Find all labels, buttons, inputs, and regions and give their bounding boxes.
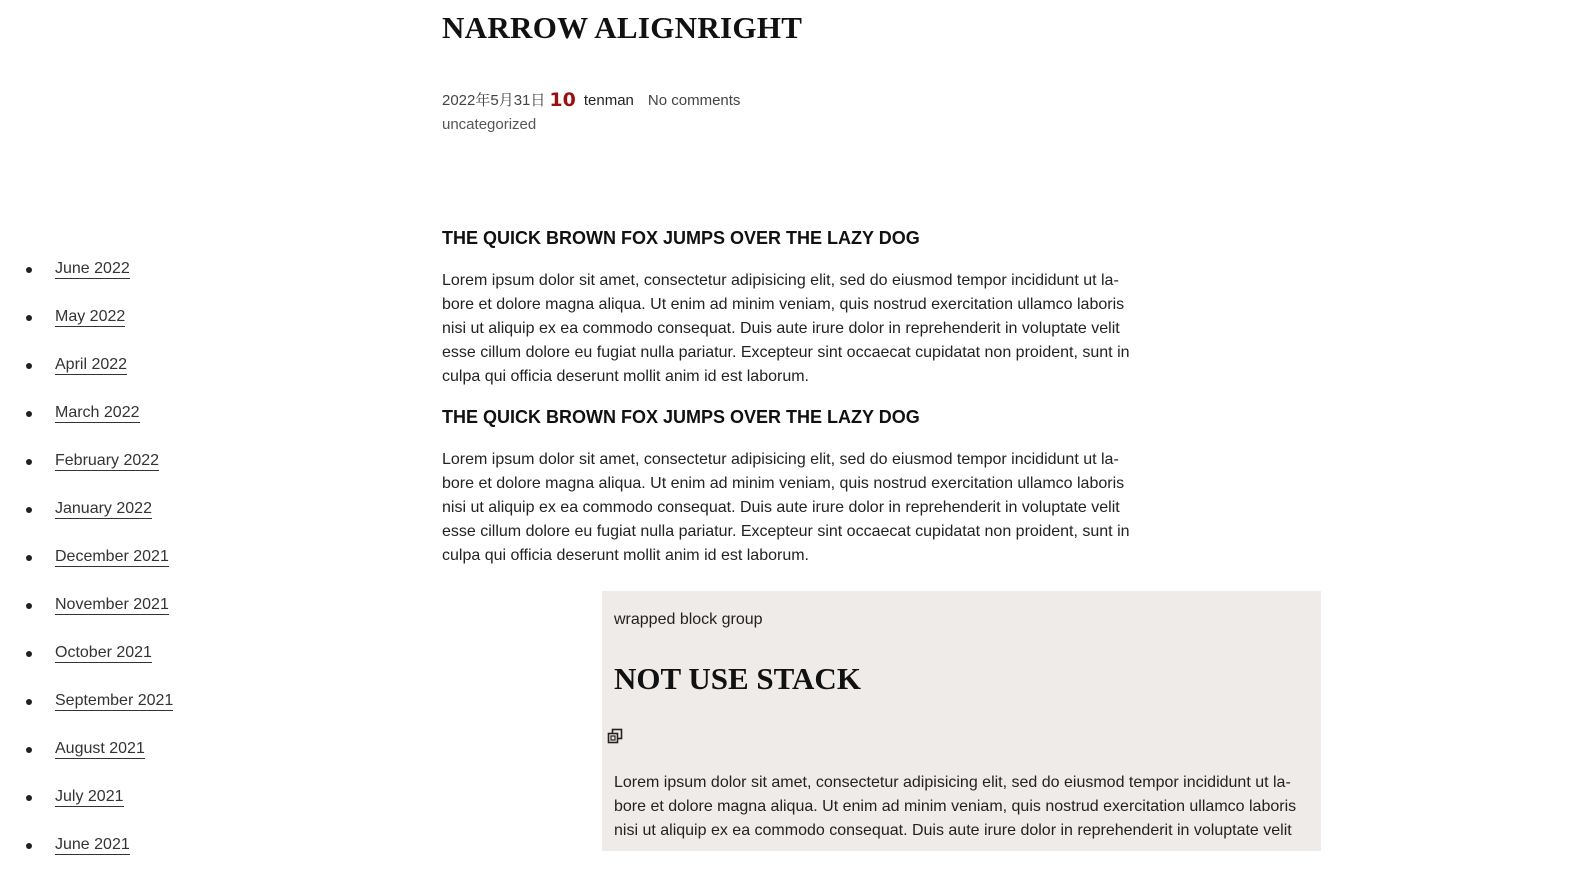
copy-icon[interactable] [606, 727, 624, 745]
section-heading: THE QUICK BROWN FOX JUMPS OVER THE LAZY DOG [442, 228, 920, 248]
archive-item [0, 544, 173, 592]
archive-item [0, 304, 173, 352]
group-title: NOT USE STACK [614, 661, 861, 696]
archive-item [0, 592, 173, 640]
archive-link-march-2022[interactable]: March 2022 [55, 404, 140, 421]
archive-list [0, 256, 173, 880]
bullet-icon [26, 315, 32, 321]
archive-link-january-2022[interactable]: January 2022 [55, 500, 152, 517]
bullet-icon [26, 507, 32, 513]
archive-item [0, 688, 173, 736]
archive-link-december-2021[interactable]: December 2021 [55, 548, 169, 565]
bullet-icon [26, 651, 32, 657]
bullet-icon [26, 267, 32, 273]
archive-link-october-2021[interactable]: October 2021 [55, 644, 152, 661]
post-title: NARROW ALIGNRIGHT [442, 10, 803, 45]
day-badge: 10 [549, 89, 576, 111]
archive-link-september-2021[interactable]: September 2021 [55, 692, 174, 709]
bullet-icon [26, 363, 32, 369]
archive-item [0, 736, 173, 784]
archive-link-june-2021[interactable]: June 2021 [55, 836, 130, 853]
bullet-icon [26, 747, 32, 753]
archive-item [0, 256, 173, 304]
bullet-icon [26, 459, 32, 465]
bullet-icon [26, 411, 32, 417]
group-paragraph: Lorem ipsum dolor sit amet, consectetur adipisicing elit, sed do eiusmod tempor incididunt ut la- bore et dolore magna aliqua. Ut enim ad minim veniam, quis nostrud exercitation ullamco laboris nisi ut aliquip ex ea commodo consequat. Duis aute irure dolor in reprehenderit in voluptate velit [614, 774, 1297, 839]
comments-link[interactable]: No comments [647, 92, 741, 109]
section-paragraph: Lorem ipsum dolor sit amet, consectetur adipisicing elit, sed do eiusmod tempor incididunt ut la- bore et dolore magna aliqua. Ut enim ad minim veniam, quis nostrud exercitation ullamco laboris nisi ut aliquip ex ea commodo consequat. Duis aute irure dolor in reprehenderit in voluptate velit esse cillum dolore eu fugiat nulla pariatur. Excepteur sint occaecat cupidatat non proident, sunt in culpa qui officia deserunt mollit anim id est laborum. [442, 272, 1130, 385]
archive-link-july-2021[interactable]: July 2021 [55, 788, 124, 805]
archive-item [0, 640, 173, 688]
archive-link-february-2022[interactable]: February 2022 [55, 452, 160, 469]
content-section-1 [442, 228, 1142, 389]
post-date: 2022年5月31日 [442, 92, 546, 109]
archive-item [0, 400, 173, 448]
bullet-icon [26, 603, 32, 609]
archive-link-november-2021[interactable]: November 2021 [55, 596, 169, 613]
archive-link-august-2021[interactable]: August 2021 [55, 740, 145, 757]
archive-item [0, 352, 173, 400]
section-heading: THE QUICK BROWN FOX JUMPS OVER THE LAZY DOG [442, 407, 920, 427]
author-link[interactable]: tenman [583, 92, 634, 109]
category-link[interactable]: uncategorized [442, 116, 537, 133]
archive-item [0, 832, 173, 880]
section-paragraph: Lorem ipsum dolor sit amet, consectetur adipisicing elit, sed do eiusmod tempor incididunt ut la- bore et dolore magna aliqua. Ut enim ad minim veniam, quis nostrud exercitation ullamco laboris nisi ut aliquip ex ea commodo consequat. Duis aute irure dolor in reprehenderit in voluptate velit esse cillum dolore eu fugiat nulla pariatur. Excepteur sint occaecat cupidatat non proident, sunt in culpa qui officia deserunt mollit anim id est laborum. [442, 451, 1130, 564]
archive-item [0, 784, 173, 832]
group-label: wrapped block group [614, 611, 763, 628]
archive-link-may-2022[interactable]: May 2022 [55, 308, 126, 325]
archive-item [0, 496, 173, 544]
archive-link-june-2022[interactable]: June 2022 [55, 260, 130, 277]
archive-link-april-2022[interactable]: April 2022 [55, 356, 128, 373]
bullet-icon [26, 795, 32, 801]
bullet-icon [26, 555, 32, 561]
bullet-icon [26, 699, 32, 705]
content-section-2 [442, 407, 1142, 568]
bullet-icon [26, 843, 32, 849]
post-meta [442, 88, 740, 137]
archive-item [0, 448, 173, 496]
wrapped-block-group [602, 591, 1321, 851]
